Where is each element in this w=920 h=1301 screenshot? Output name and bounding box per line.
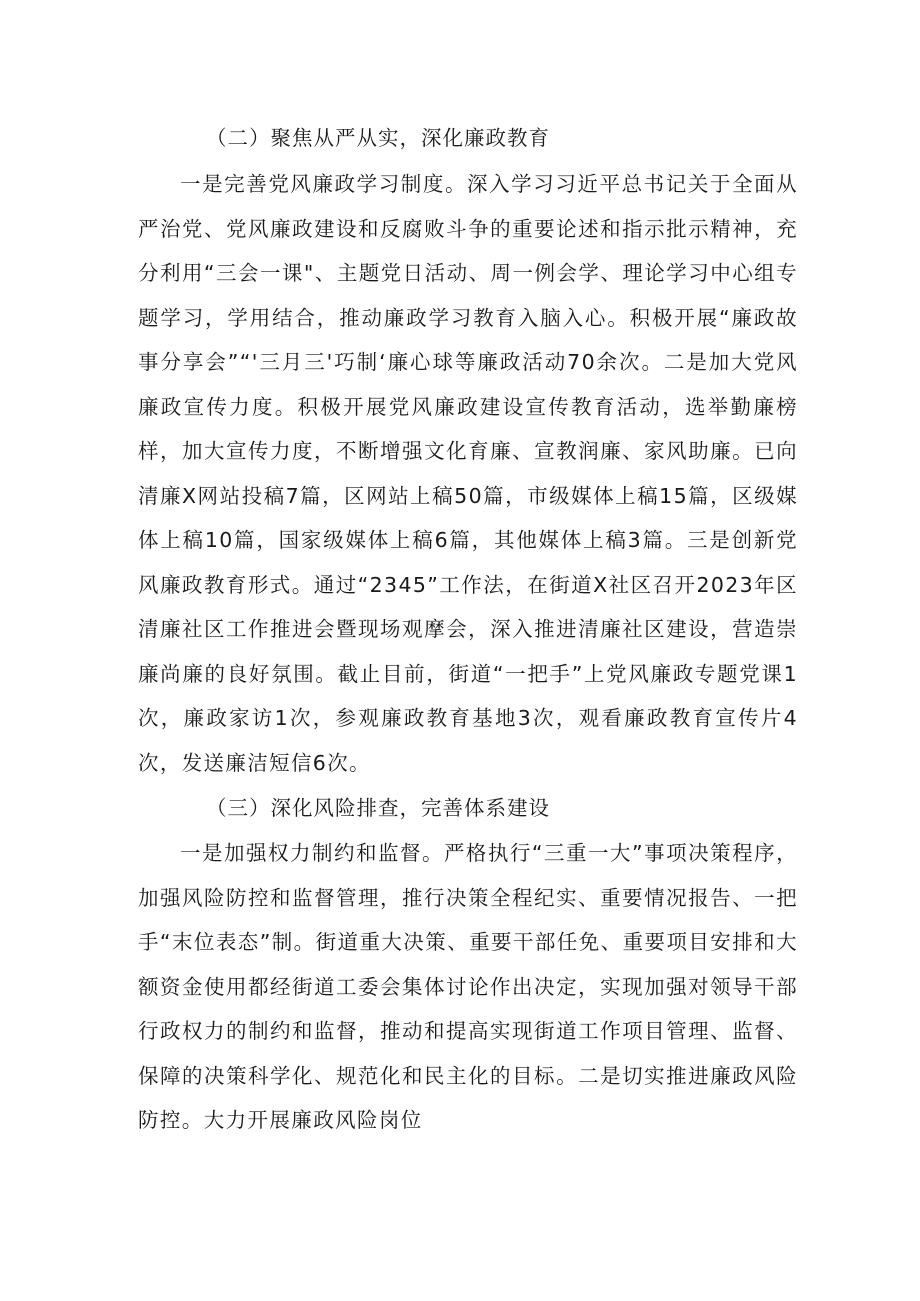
section-2-paragraph: 一是完善党风廉政学习制度。深入学习习近平总书记关于全面从严治党、党风廉政建设和反腐败斗争的重要论述和指示批示精神，充分利用“三会一课"、主题党日活动、周一例会学、理论学习中心组专题学习，学用结合，推动廉政学习教育入脑入心。积极开展“廉政故事分享会”“'三月三'巧制‘廉心球等廉政活动70余次。二是加大党风廉政宣传力度。积极开展党风廉政建设宣传教育活动，选举勤廉榜样，加大宣传力度，不断增强文化育廉、宣教润廉、家风助廉。已向清廉X网站投稿7篇，区网站上稿50篇，市级媒体上稿15篇，区级媒体上稿10篇，国家级媒体上稿6篇，其他媒体上稿3篇。三是创新党风廉政教育形式。通过“2345”工作法，在街道X社区召开2023年区清廉社区工作推进会暨现场观摩会，深入推进清廉社区建设，营造崇廉尚廉的良好氛围。截止目前，街道“一把手”上党风廉政专题党课1次，廉政家访1次，参观廉政教育基地3次，观看廉政教育宣传片4次，发送廉洁短信6次。 <box>138 172 798 775</box>
section-heading-2: （二）聚焦从严从实，深化廉政教育 <box>206 126 550 150</box>
section-3-paragraph: 一是加强权力制约和监督。严格执行“三重一大”事项决策程序，加强风险防控和监督管理，推行决策全程纪实、重要情况报告、一把手“末位表态”制。街道重大决策、重要干部任免、重要项目安排和大额资金使用都经街道工委会集体讨论作出决定，实现加强对领导干部行政权力的制约和监督，推动和提高实现街道工作项目管理、监督、保障的决策科学化、规范化和民主化的目标。二是切实推进廉政风险防控。大力开展廉政风险岗位 <box>138 841 798 1132</box>
section-heading-3: （三）深化风险排查，完善体系建设 <box>206 796 550 820</box>
document-body <box>138 116 798 1143</box>
